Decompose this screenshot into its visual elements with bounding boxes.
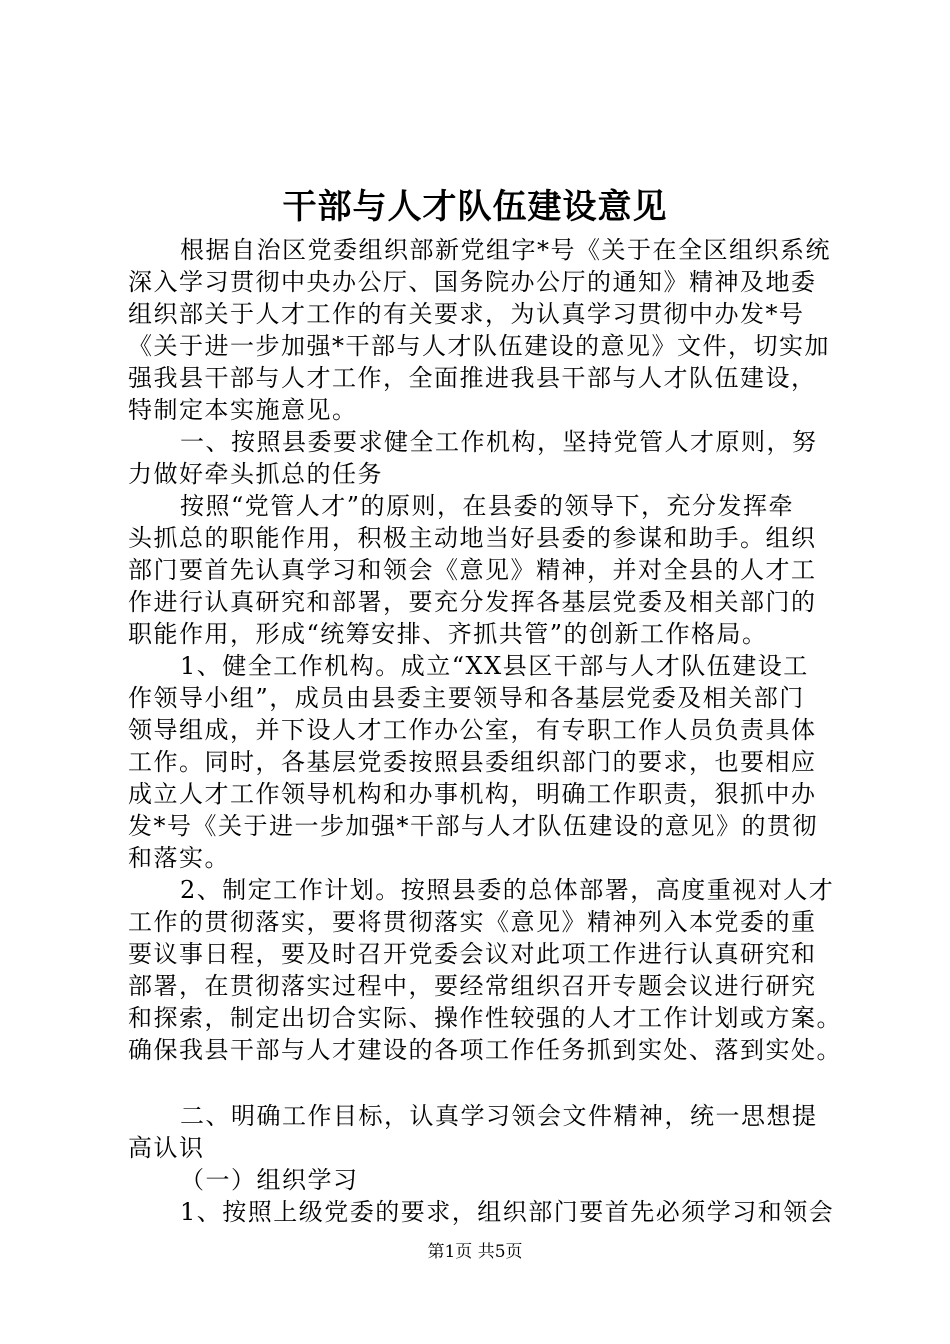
text-line: 1、健全工作机构。成立“XX县区干部与人才队伍建设工 xyxy=(180,652,809,680)
text-line: 发*号《关于进一步加强*干部与人才队伍建设的意见》的贯彻 xyxy=(128,812,818,840)
section-heading-line: 力做好牵头抓总的任务 xyxy=(128,460,383,488)
text-line: 部门要首先认真学习和领会《意见》精神，并对全县的人才工 xyxy=(128,556,817,584)
text-line: 深入学习贯彻中央办公厅、国务院办公厅的通知》精神及地委 xyxy=(128,268,817,296)
text-line: 部署，在贯彻落实过程中，要经常组织召开专题会议进行研究 xyxy=(128,972,817,1000)
text-line: 工作。同时，各基层党委按照县委组织部门的要求，也要相应 xyxy=(128,748,817,776)
text-line: 确保我县干部与人才建设的各项工作任务抓到实处、落到实处。 xyxy=(128,1036,842,1064)
text-line: 强我县干部与人才工作，全面推进我县干部与人才队伍建设， xyxy=(128,364,817,392)
section-heading-line: 一、按照县委要求健全工作机构，坚持党管人才原则，努 xyxy=(180,428,818,456)
text-line: 头抓总的职能作用，积极主动地当好县委的参谋和助手。组织 xyxy=(128,524,817,552)
blank-line xyxy=(128,1066,840,1100)
text-line: 按照“党管人才”的原则，在县委的领导下，充分发挥牵 xyxy=(180,492,795,520)
text-line: 作进行认真研究和部署，要充分发挥各基层党委及相关部门的 xyxy=(128,588,817,616)
document-title: 干部与人才队伍建设意见 xyxy=(282,187,668,227)
text-line: 和落实。 xyxy=(128,844,230,872)
text-line: 成立人才工作领导机构和办事机构，明确工作职责，狠抓中办 xyxy=(128,780,817,808)
text-line: 工作的贯彻落实，要将贯彻落实《意见》精神列入本党委的重 xyxy=(128,908,817,936)
text-line: 职能作用，形成“统筹安排、齐抓共管”的创新工作格局。 xyxy=(128,620,768,648)
text-line: 特制定本实施意见。 xyxy=(128,396,358,424)
text-line: 2、制定工作计划。按照县委的总体部署，高度重视对人才 xyxy=(180,876,835,904)
text-line: 组织部关于人才工作的有关要求，为认真学习贯彻中办发*号 xyxy=(128,300,805,328)
document-body xyxy=(128,234,840,1228)
subsection-heading-line: （一）组织学习 xyxy=(180,1166,359,1194)
text-line: 要议事日程，要及时召开党委会议对此项工作进行认真研究和 xyxy=(128,940,817,968)
text-line: 根据自治区党委组织部新党组字*号《关于在全区组织系统 xyxy=(180,236,831,264)
text-line: 领导组成，并下设人才工作办公室，有专职工作人员负责具体 xyxy=(128,716,817,744)
text-line: 1、按照上级党委的要求，组织部门要首先必须学习和领会 xyxy=(180,1198,835,1226)
section-heading-line: 二、明确工作目标，认真学习领会文件精神，统一思想提 xyxy=(180,1102,818,1130)
section-heading-line: 高认识 xyxy=(128,1134,205,1162)
text-line: 作领导小组”，成员由县委主要领导和各基层党委及相关部门 xyxy=(128,684,805,712)
text-line: 和探索，制定出切合实际、操作性较强的人才工作计划或方案。 xyxy=(128,1004,842,1032)
page-number-footer: 第1页 共5页 xyxy=(427,1242,523,1262)
text-line: 《关于进一步加强*干部与人才队伍建设的意见》文件，切实加 xyxy=(128,332,830,360)
